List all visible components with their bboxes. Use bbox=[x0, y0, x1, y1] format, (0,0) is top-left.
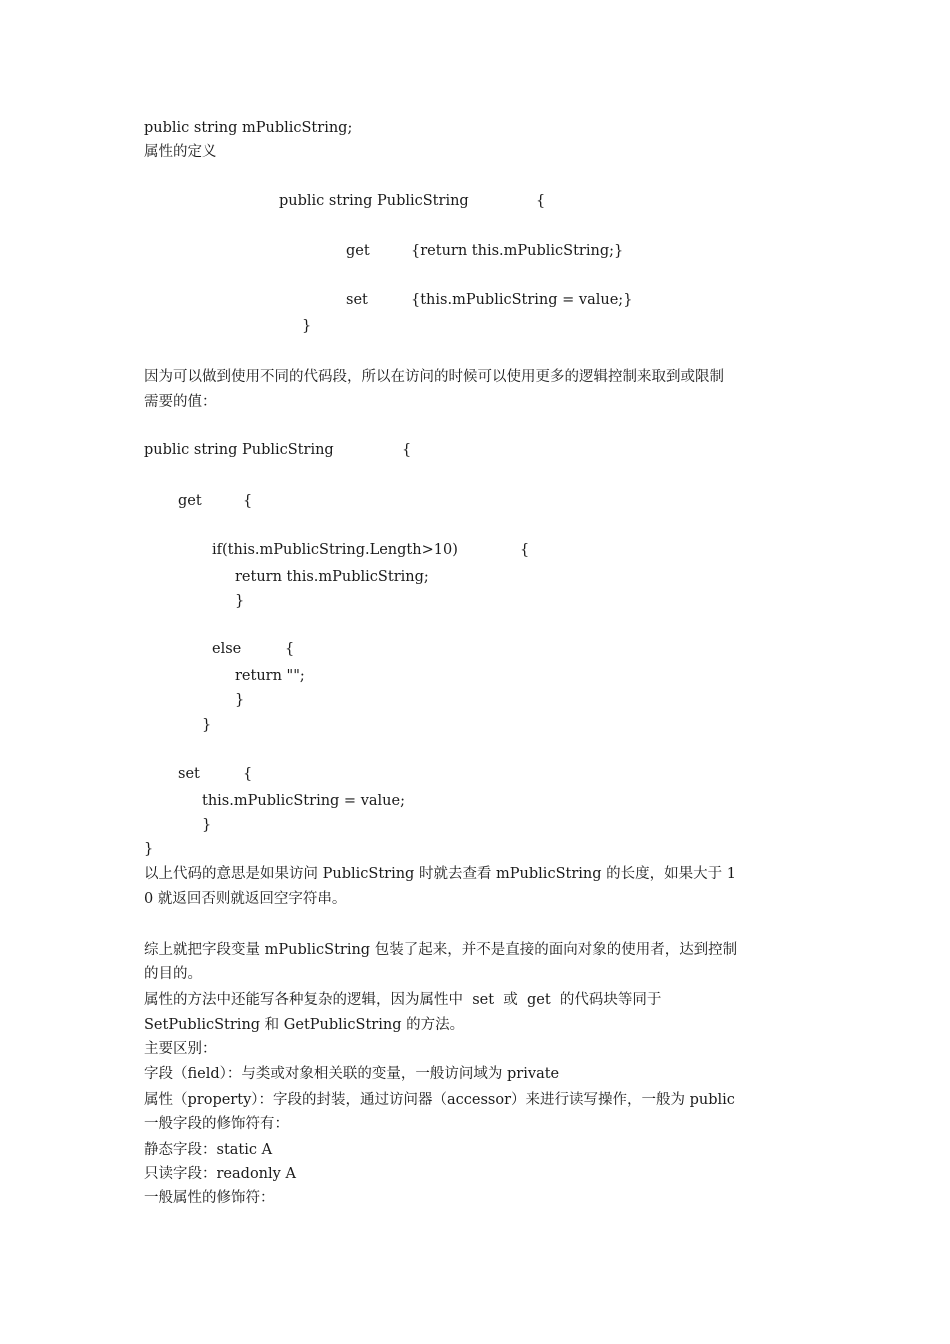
ex1-set-keyword: set bbox=[346, 292, 368, 308]
ex2-return-field: return this.mPublicString; bbox=[235, 569, 429, 585]
ex1-get-keyword: get bbox=[346, 243, 370, 259]
ex2-else-close-brace: } bbox=[235, 692, 245, 708]
ex2-set-assign: this.mPublicString = value; bbox=[202, 793, 405, 809]
ex2-if-close-brace: } bbox=[235, 593, 245, 609]
summary-line-5: 主要区别： bbox=[144, 1041, 217, 1057]
explanation-2-line-1: 以上代码的意思是如果访问 PublicString 时就去查看 mPublicString 的长度，如果大于 1 bbox=[144, 866, 736, 882]
ex2-signature: public string PublicString bbox=[144, 442, 334, 458]
summary-line-11: 一般属性的修饰符： bbox=[144, 1190, 275, 1206]
ex1-close-brace: } bbox=[302, 318, 312, 334]
summary-line-2: 的目的。 bbox=[144, 966, 202, 982]
summary-line-9: 静态字段：static A bbox=[144, 1142, 273, 1158]
ex2-return-empty: return ""; bbox=[235, 668, 305, 684]
ex1-set-body: {this.mPublicString = value;} bbox=[411, 292, 633, 308]
summary-line-7: 属性（property）：字段的封装，通过访问器（accessor）来进行读写操作，一般为 public bbox=[144, 1092, 735, 1108]
ex2-get-close-brace: } bbox=[202, 717, 212, 733]
ex2-else-keyword: else bbox=[212, 641, 242, 657]
summary-line-8: 一般字段的修饰符有： bbox=[144, 1116, 289, 1132]
ex2-set-keyword: set bbox=[178, 766, 200, 782]
property-definition-heading: 属性的定义 bbox=[144, 144, 217, 160]
ex2-get-open-brace: { bbox=[243, 493, 253, 509]
ex1-open-brace: { bbox=[536, 193, 546, 209]
summary-line-4: SetPublicString 和 GetPublicString 的方法。 bbox=[144, 1017, 465, 1033]
ex2-else-open-brace: { bbox=[285, 641, 295, 657]
summary-line-10: 只读字段：readonly A bbox=[144, 1166, 296, 1182]
summary-line-1: 综上就把字段变量 mPublicString 包装了起来，并不是直接的面向对象的使用者，达到控制 bbox=[144, 942, 738, 958]
field-declaration-code: public string mPublicString; bbox=[144, 120, 353, 136]
ex2-set-open-brace: { bbox=[243, 766, 253, 782]
ex1-signature: public string PublicString bbox=[279, 193, 469, 209]
ex1-get-body: {return this.mPublicString;} bbox=[411, 243, 624, 259]
explanation-2-line-2: 0 就返回否则就返回空字符串。 bbox=[144, 891, 347, 907]
ex2-get-keyword: get bbox=[178, 493, 202, 509]
summary-line-6: 字段（field）：与类或对象相关联的变量，一般访问域为 private bbox=[144, 1066, 560, 1082]
ex2-open-brace: { bbox=[402, 442, 412, 458]
ex2-close-brace: } bbox=[144, 841, 154, 857]
ex2-if-condition: if(this.mPublicString.Length>10) bbox=[212, 542, 458, 558]
summary-line-3: 属性的方法中还能写各种复杂的逻辑，因为属性中 set 或 get 的代码块等同于 bbox=[144, 992, 662, 1008]
ex2-if-open-brace: { bbox=[520, 542, 530, 558]
explanation-1-line-2: 需要的值： bbox=[144, 394, 217, 410]
explanation-1-line-1: 因为可以做到使用不同的代码段，所以在访问的时候可以使用更多的逻辑控制来取到或限制 bbox=[144, 369, 724, 385]
ex2-set-close-brace: } bbox=[202, 817, 212, 833]
